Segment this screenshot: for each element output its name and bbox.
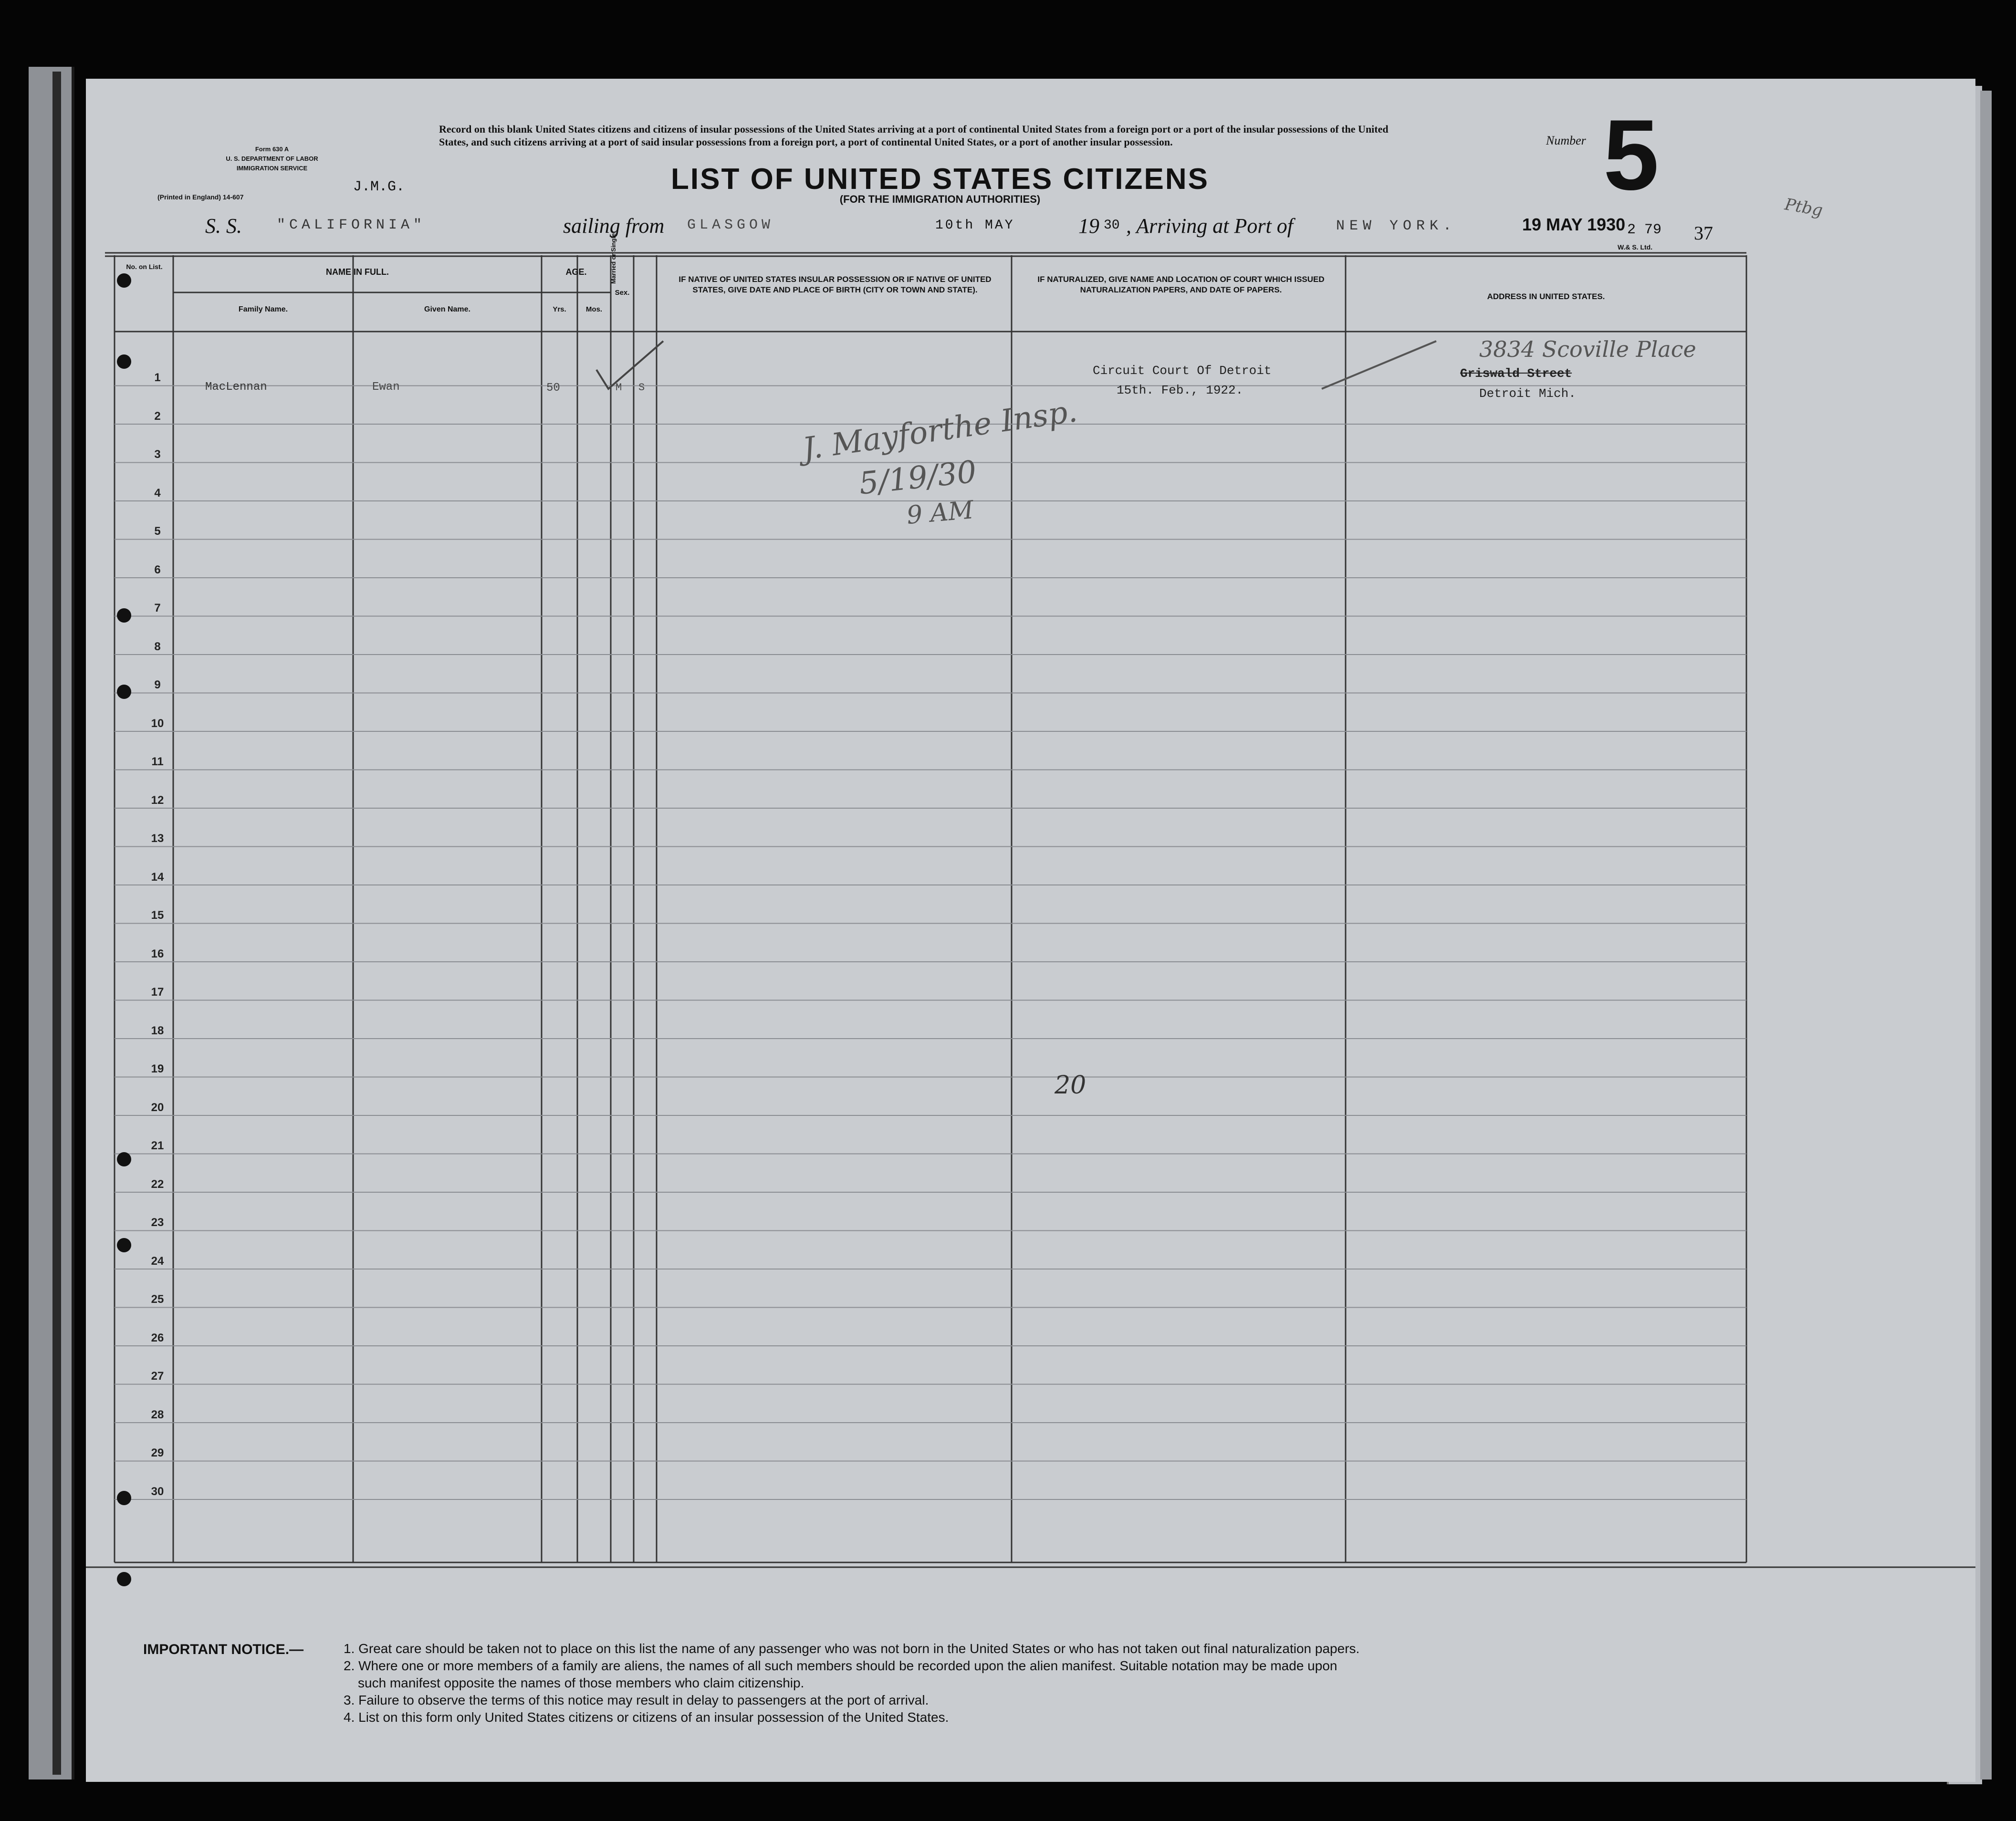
- notice-heading: IMPORTANT NOTICE.—: [143, 1642, 304, 1657]
- punch-hole: [117, 608, 131, 623]
- printed-note: (Printed in England) 14-607: [157, 193, 244, 201]
- entry-address-line1: Griswald Street: [1460, 366, 1572, 381]
- punch-hole: [117, 273, 131, 288]
- stamp-extra: 2 79: [1627, 222, 1662, 238]
- col-married-single: Married or Single.: [610, 231, 617, 284]
- row-number: 17: [151, 986, 164, 999]
- entry-family-name: MacLennan: [205, 381, 267, 394]
- row-number: 26: [151, 1331, 164, 1344]
- entry-age-years: 50: [546, 382, 560, 395]
- book-binding: [29, 67, 74, 1779]
- row-number: 13: [151, 832, 164, 845]
- manifest-grid: [86, 79, 1975, 1782]
- year-prefix: 19: [1078, 214, 1099, 238]
- row-number: 20: [151, 1101, 164, 1114]
- row-number: 2: [154, 409, 161, 423]
- notice-item-2-cont: such manifest opposite the names of those members who claim citizenship.: [358, 1675, 804, 1690]
- record-instructions: Record on this blank United States citizens and citizens of insular possessions of the United States arriving at a port of continental United States from a foreign port or a port of the insular possessions of the United States, and such citizens arriving at a port of said insular possessions from a foreign port, a port of continental United States, or a port of another insular possession.: [439, 123, 1389, 148]
- check-mark: [587, 336, 668, 398]
- form-subtitle: (FOR THE IMMIGRATION AUTHORITIES): [839, 193, 1041, 205]
- notice-item-3: 3. Failure to observe the terms of this notice may result in delay to passengers at the port of arrival.: [344, 1693, 929, 1707]
- row-number: 21: [151, 1139, 164, 1152]
- entry-marital-status: S: [638, 382, 645, 394]
- list-number: 5: [1603, 99, 1659, 211]
- check-mark: [1317, 332, 1441, 398]
- entry-court: Circuit Court Of Detroit: [1093, 364, 1272, 378]
- page-edge-strip: [1980, 91, 1992, 1779]
- col-name-in-full: NAME IN FULL.: [326, 267, 389, 277]
- row-number: 16: [151, 947, 164, 960]
- row-number: 28: [151, 1408, 164, 1421]
- notice-item-4: 4. List on this form only United States citizens or citizens of an insular possession of the United States.: [344, 1710, 949, 1725]
- number-label: Number: [1546, 134, 1586, 147]
- row-number: 12: [151, 793, 164, 807]
- clerk-initials: J.M.G.: [353, 179, 405, 195]
- col-sex: Sex.: [615, 289, 630, 297]
- punch-hole: [117, 1238, 131, 1252]
- notice-item-2: 2. Where one or more members of a family are aliens, the names of all such members should be recorded upon the alien manifest. Suitable notation may be made upon: [344, 1658, 1337, 1673]
- entry-sex: M: [616, 382, 622, 394]
- row-number: 7: [154, 602, 161, 614]
- col-given-name: Given Name.: [424, 305, 470, 313]
- arrival-port: NEW YORK.: [1336, 218, 1457, 234]
- row-number: 27: [151, 1370, 164, 1383]
- sailing-year: 30: [1104, 218, 1120, 233]
- row-number: 14: [151, 870, 164, 884]
- row-number: 15: [151, 909, 164, 922]
- col-family-name: Family Name.: [238, 305, 288, 313]
- row-number: 11: [151, 755, 164, 768]
- inspection-time: 9 AM: [905, 495, 975, 531]
- arriving-label: , Arriving at Port of: [1126, 214, 1293, 238]
- form-number: Form 630 A: [255, 146, 289, 153]
- row-number: 10: [151, 717, 164, 730]
- row-number: 5: [154, 525, 161, 538]
- row-number: 23: [151, 1216, 164, 1229]
- row-number: 4: [154, 486, 161, 499]
- departure-port: GLASGOW: [687, 217, 774, 233]
- row-number: 8: [154, 640, 161, 653]
- ship-name: "CALIFORNIA": [277, 217, 426, 233]
- col-address: ADDRESS IN UNITED STATES.: [1487, 292, 1605, 301]
- row-number: 9: [154, 678, 161, 691]
- entry-court-date: 15th. Feb., 1922.: [1117, 383, 1243, 397]
- row-number: 24: [151, 1254, 164, 1268]
- punch-hole: [117, 1491, 131, 1505]
- entry-given-name: Ewan: [372, 381, 400, 394]
- row-number: 22: [151, 1177, 164, 1191]
- col-mos: Mos.: [585, 305, 603, 313]
- inspector-signature: J. Mayforthe Insp.: [800, 394, 1080, 467]
- row-number: 30: [151, 1485, 164, 1498]
- row-number: 29: [151, 1446, 164, 1459]
- row-number: 19: [151, 1062, 164, 1075]
- ss-label: S. S.: [205, 214, 242, 238]
- inspection-date: 5/19/30: [857, 454, 978, 502]
- entry-address-handwritten: 3834 Scoville Place: [1479, 336, 1696, 362]
- col-native: IF NATIVE OF UNITED STATES INSULAR POSSESSION OR IF NATIVE OF UNITED STATES, GIVE DATE AND PLACE OF BIRTH (CITY OR TOWN AND STATE).: [679, 275, 992, 294]
- sailing-date: 10th MAY: [935, 218, 1015, 233]
- entry-address-line2: Detroit Mich.: [1479, 386, 1576, 401]
- manifest-page: [86, 79, 1975, 1782]
- printer-mark: W.& S. Ltd.: [1618, 243, 1653, 251]
- arrival-stamp: 19 MAY 1930: [1522, 215, 1626, 234]
- col-naturalized: IF NATURALIZED, GIVE NAME AND LOCATION OF COURT WHICH ISSUED NATURALIZATION PAPERS, AND DATE OF PAPERS.: [1037, 275, 1325, 294]
- col-no: No. on List.: [126, 263, 163, 271]
- row-number: 18: [151, 1024, 164, 1037]
- row-number: 6: [154, 563, 161, 576]
- row-number: 3: [154, 448, 161, 461]
- service: IMMIGRATION SERVICE: [236, 165, 308, 172]
- book-spine-strip: [52, 72, 61, 1775]
- punch-hole: [117, 685, 131, 699]
- row-number: 1: [154, 371, 161, 384]
- department: U. S. DEPARTMENT OF LABOR: [226, 155, 318, 162]
- punch-hole: [117, 1152, 131, 1166]
- row-number: 25: [151, 1293, 164, 1306]
- form-title: LIST OF UNITED STATES CITIZENS: [671, 163, 1209, 196]
- punch-hole: [117, 1572, 131, 1586]
- sailing-label: sailing from: [563, 214, 665, 238]
- sheet-number: 37: [1694, 222, 1713, 244]
- col-age: AGE.: [565, 267, 587, 277]
- margin-mark: 20: [1055, 1071, 1086, 1100]
- col-yrs: Yrs.: [553, 305, 566, 313]
- side-note: Ptbg: [1783, 195, 1824, 220]
- punch-hole: [117, 354, 131, 369]
- notice-item-1: 1. Great care should be taken not to place on this list the name of any passenger who was not born in the United States or who has not taken out final naturalization papers.: [344, 1641, 1360, 1656]
